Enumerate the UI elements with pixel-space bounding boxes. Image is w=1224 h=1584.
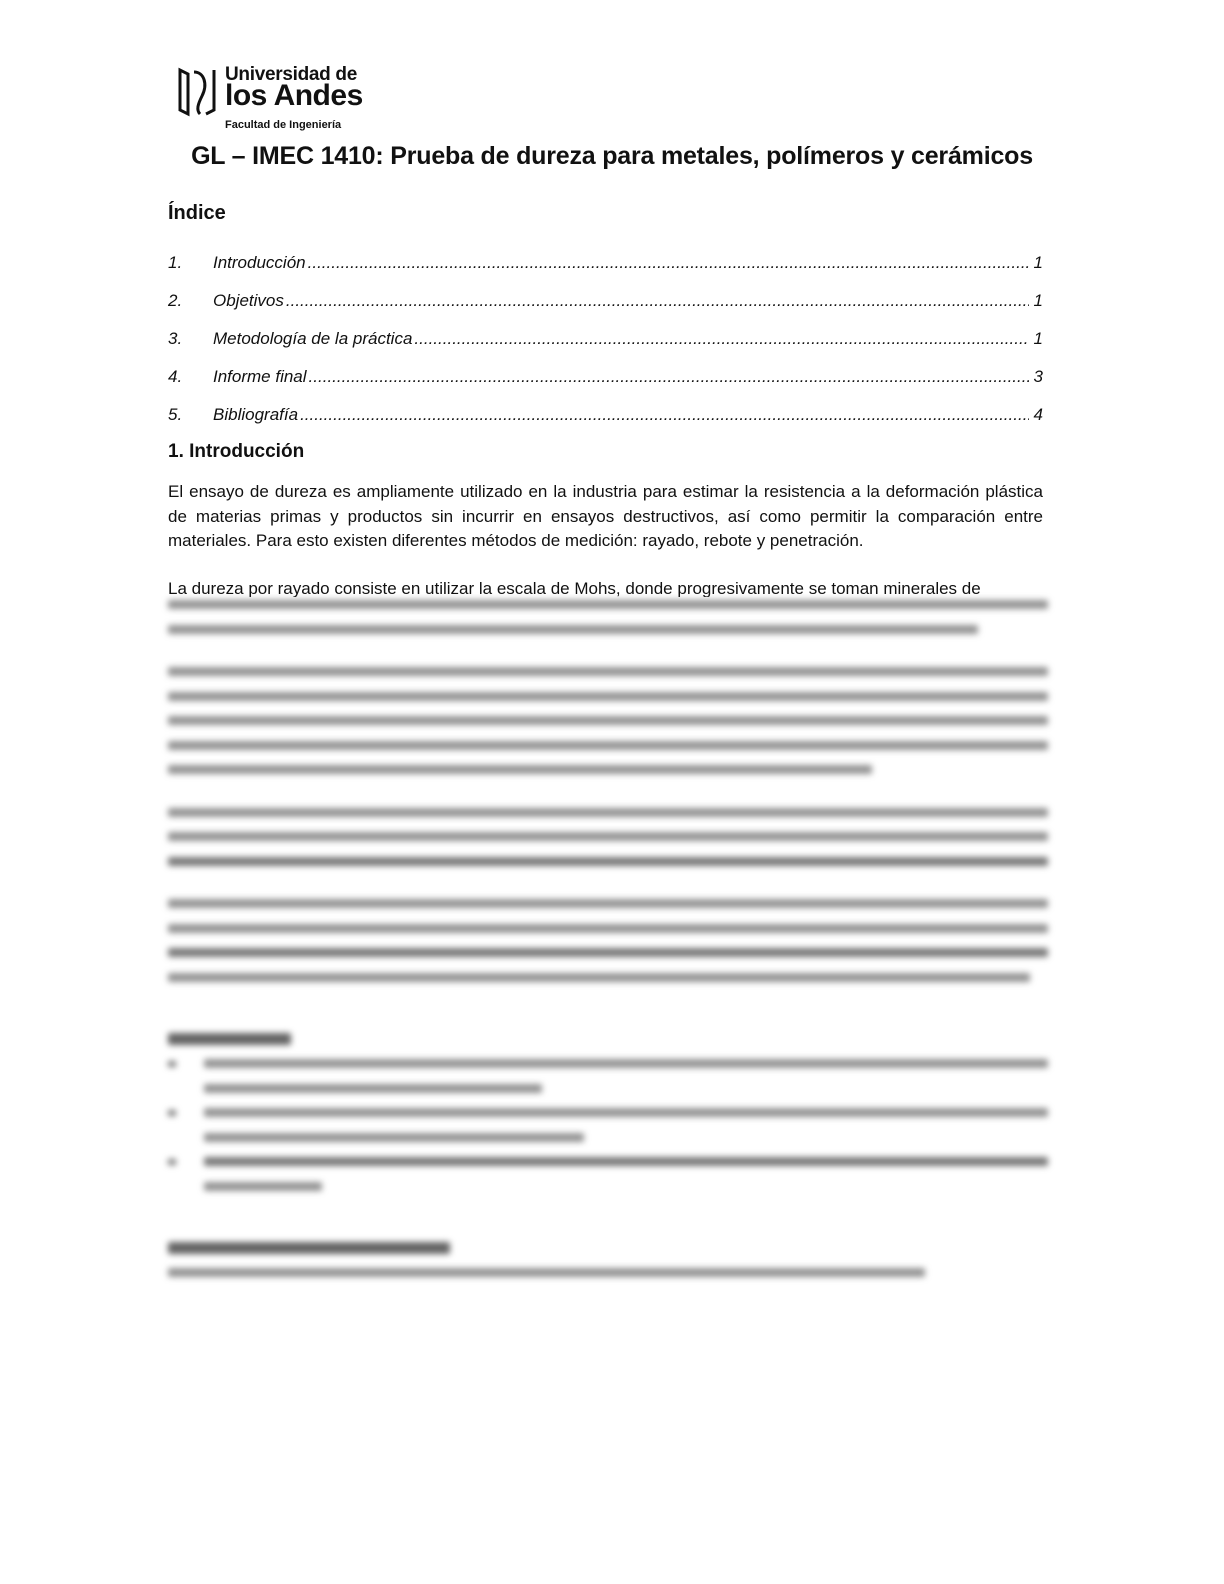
toc-label: Informe final <box>213 367 307 386</box>
university-logo <box>174 64 364 136</box>
obscured-content <box>168 600 1048 1293</box>
toc-entry-bibliografia[interactable] <box>168 405 1043 443</box>
toc-entry-objetivos[interactable] <box>168 291 1043 329</box>
toc-number: 3. <box>168 329 183 348</box>
toc-number: 2. <box>168 291 183 310</box>
document-title: GL – IMEC 1410: Prueba de dureza para metales, polímeros y cerámicos <box>191 142 1033 170</box>
logo-andes-text: los Andes <box>225 79 363 112</box>
toc-leader <box>308 253 1029 273</box>
intro-paragraph-1: El ensayo de dureza es ampliamente utilizado en la industria para estimar la resistencia a la deformación plástica de materias primas y productos sin incurrir en ensayos destructivos, así como permitir la comparación entre materiales. Para esto existen diferentes métodos de medición: rayado, rebote y penetración. <box>168 482 1043 550</box>
toc-leader <box>286 291 1029 311</box>
toc-entry-metodologia[interactable] <box>168 329 1043 367</box>
toc-page-number: 3 <box>1033 367 1043 386</box>
toc-label: Introducción <box>213 253 306 272</box>
toc-page-number: 4 <box>1033 405 1043 424</box>
toc-entry-informe-final[interactable] <box>168 367 1043 405</box>
toc-page-number: 1 <box>1033 329 1043 348</box>
toc-entry-introduccion[interactable] <box>168 253 1043 291</box>
table-of-contents <box>168 253 1043 443</box>
intro-paragraph-2: La dureza por rayado consiste en utilizar la escala de Mohs, donde progresivamente se toman minerales de <box>168 579 981 597</box>
toc-label: Metodología de la práctica <box>213 329 413 348</box>
toc-page-number: 1 <box>1033 253 1043 272</box>
toc-label: Bibliografía <box>213 405 299 424</box>
logo-university-text: Universidad de <box>225 64 358 85</box>
toc-label: Objetivos <box>213 291 284 310</box>
toc-number: 5. <box>168 405 183 424</box>
section-heading-introduccion: 1. Introducción <box>168 441 305 462</box>
logo-faculty-text: Facultad de Ingeniería <box>225 119 342 131</box>
toc-leader <box>414 329 1029 349</box>
toc-number: 1. <box>168 253 183 272</box>
toc-leader <box>309 367 1029 387</box>
toc-page-number: 1 <box>1033 291 1043 310</box>
andes-emblem-icon <box>174 66 220 118</box>
toc-number: 4. <box>168 367 183 386</box>
toc-leader <box>300 405 1029 425</box>
index-heading: Índice <box>168 202 226 224</box>
